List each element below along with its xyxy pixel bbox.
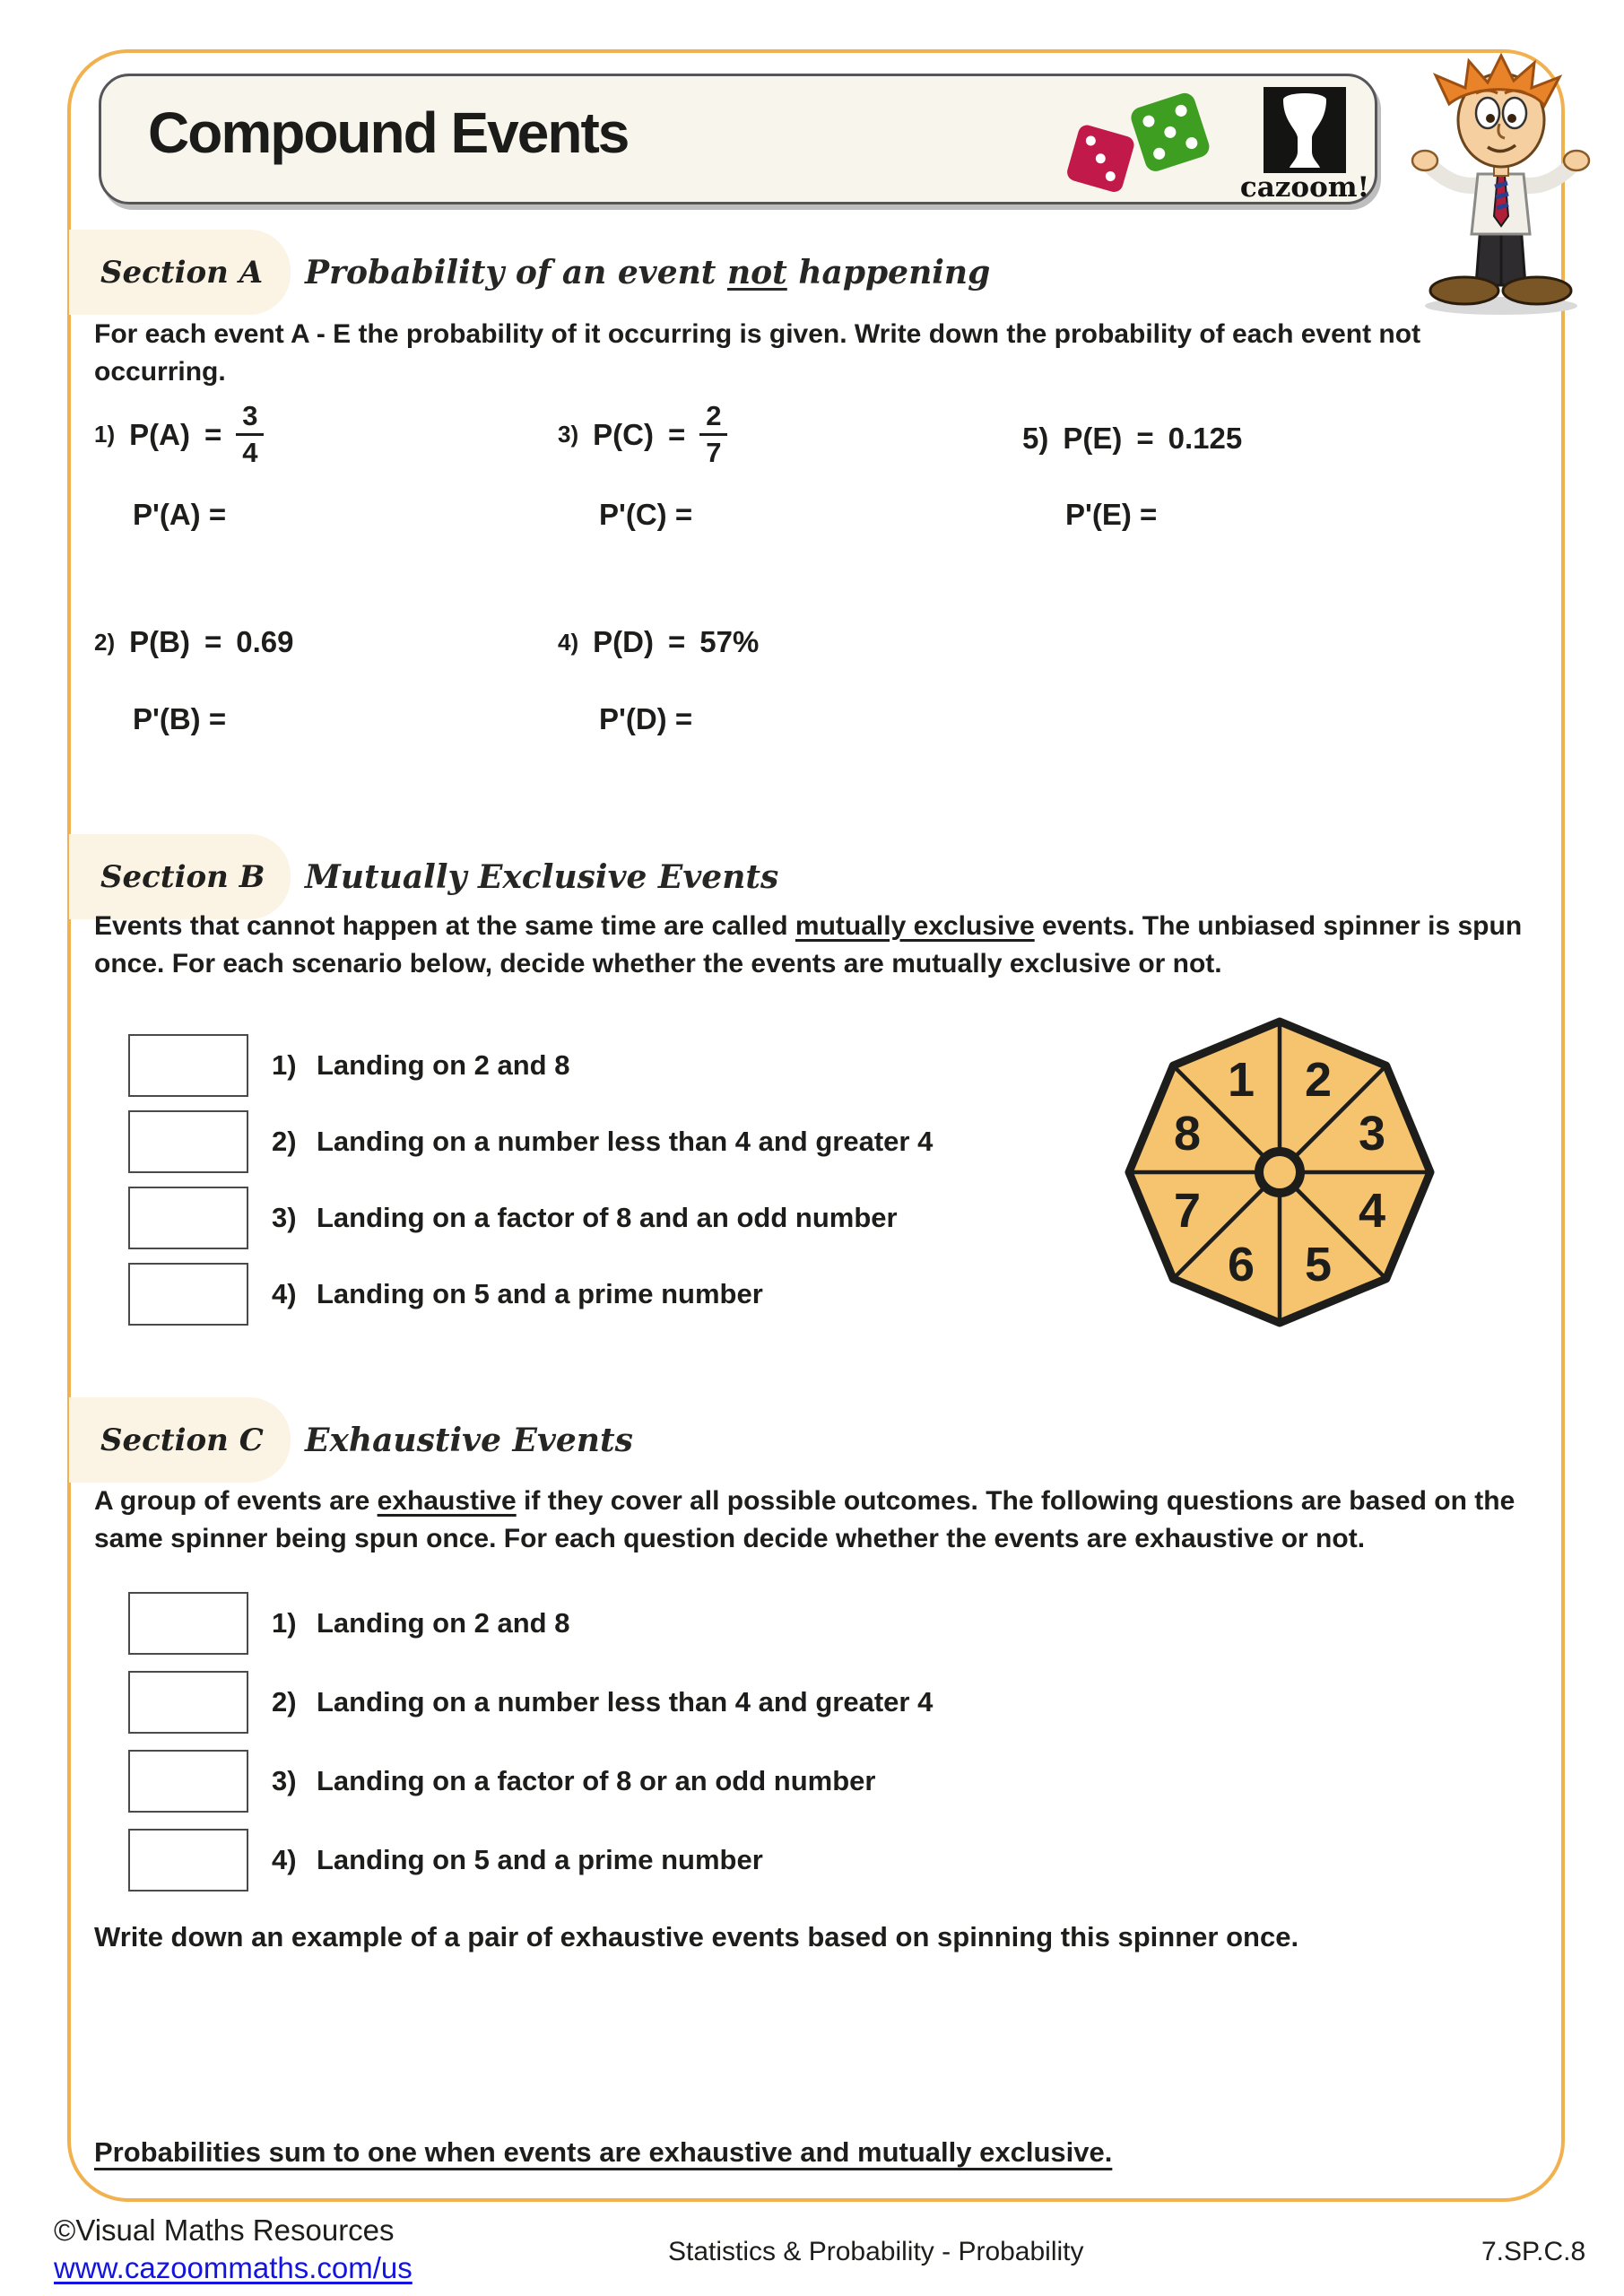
section-c-item-3 [128, 1750, 875, 1813]
item-number: 3) [272, 1765, 297, 1796]
problem-5-value: 0.125 [1168, 422, 1243, 455]
problem-4-value: 57% [699, 625, 760, 658]
problem-2-value: 0.69 [236, 625, 294, 658]
section-b-instructions [94, 908, 1529, 983]
item-number: 4) [272, 1844, 297, 1875]
section-b-title: Mutually Exclusive Events [305, 858, 779, 896]
item-text: Landing on a number less than 4 and greater 4 [317, 1686, 934, 1718]
item-number: 1) [272, 1607, 297, 1639]
spinner-sector-label: 6 [1227, 1238, 1255, 1292]
problem-1 [94, 401, 264, 468]
section-b-item-2 [128, 1110, 933, 1173]
section-b-instructions-pre: Events that cannot happen at the same time are called [94, 911, 795, 941]
problem-3 [558, 401, 727, 468]
item-text: Landing on 2 and 8 [317, 1049, 570, 1081]
problem-2-event: P(B) [129, 625, 190, 658]
section-a-title [305, 254, 990, 291]
section-b-item-1 [128, 1034, 569, 1097]
problem-4-answer-label: P'(D) = [599, 702, 693, 735]
problem-5 [1022, 422, 1242, 456]
key-fact-statement: Probabilities sum to one when events are exhaustive and mutually exclusive. [94, 2136, 1113, 2168]
problem-2-number: 2) [94, 628, 116, 656]
answer-box-b1[interactable] [128, 1034, 248, 1097]
spinner-sector-label: 8 [1173, 1107, 1202, 1161]
answer-box-c2[interactable] [128, 1671, 248, 1734]
problem-5-number: 5) [1022, 422, 1049, 455]
title-box [99, 74, 1377, 204]
section-c-item-2 [128, 1671, 933, 1734]
section-b-item-3 [128, 1187, 898, 1249]
spinner-sector-label: 5 [1304, 1238, 1333, 1292]
item-text: Landing on 5 and a prime number [317, 1844, 763, 1875]
section-a-title-underlined: not [726, 254, 787, 291]
fraction-denominator: 4 [242, 437, 258, 469]
problem-2-answer-label: P'(B) = [133, 702, 227, 735]
item-text: Landing on a number less than 4 and greater 4 [317, 1126, 934, 1157]
footer-standard-code: 7.SP.C.8 [1481, 2237, 1586, 2266]
spinner-sector-label: 4 [1358, 1184, 1386, 1238]
section-b-item-4 [128, 1263, 763, 1326]
section-c-item-4 [128, 1829, 763, 1892]
problem-4-event: P(D) [593, 625, 654, 658]
item-text: Landing on 5 and a prime number [317, 1278, 763, 1309]
problem-3-fraction [699, 401, 727, 468]
spinner-hub [1259, 1152, 1300, 1193]
section-c-instructions-post: if they cover all possible outcomes. The following questions are based on the same spinner being spun once. For each question decide whether the events are exhaustive or not. [94, 1486, 1515, 1553]
problem-5-answer-label: P'(E) = [1065, 498, 1158, 531]
spinner-sector-label: 1 [1227, 1053, 1255, 1107]
item-text: Landing on 2 and 8 [317, 1607, 570, 1639]
answer-box-b2[interactable] [128, 1110, 248, 1173]
answer-box-c4[interactable] [128, 1829, 248, 1892]
website-link[interactable]: www.cazoommaths.com/us [54, 2251, 413, 2284]
problem-1-event: P(A) [129, 417, 190, 451]
problem-3-answer-label: P'(C) = [599, 498, 693, 531]
section-c-instructions-pre: A group of events are [94, 1486, 378, 1516]
item-number: 4) [272, 1278, 297, 1309]
write-down-prompt: Write down an example of a pair of exhaustive events based on spinning this spinner once. [94, 1921, 1299, 1952]
footer-left [54, 2212, 413, 2287]
item-text: Landing on a factor of 8 and an odd number [317, 1202, 898, 1233]
problem-1-equals: = [204, 417, 222, 451]
section-b-instructions-underlined: mutually exclusive [795, 911, 1035, 941]
problem-4-number: 4) [558, 628, 579, 656]
problem-1-fraction [236, 401, 264, 468]
answer-box-c1[interactable] [128, 1592, 248, 1655]
problem-1-number: 1) [94, 421, 116, 448]
problem-5-equals: = [1136, 422, 1154, 455]
problem-3-number: 3) [558, 421, 579, 448]
dice-icon [1052, 83, 1231, 200]
page-title: Compound Events [148, 100, 629, 165]
item-number: 2) [272, 1686, 297, 1718]
problem-3-event: P(C) [593, 417, 654, 451]
item-text: Landing on a factor of 8 or an odd number [317, 1765, 876, 1796]
problem-3-equals: = [667, 417, 686, 451]
cartoon-mascot [1395, 50, 1606, 319]
section-c-instructions-underlined: exhaustive [377, 1486, 517, 1516]
problem-4 [558, 625, 759, 659]
spinner-sector-label: 3 [1358, 1107, 1386, 1161]
problem-2 [94, 625, 293, 659]
fraction-numerator: 3 [236, 401, 264, 436]
answer-box-c3[interactable] [128, 1750, 248, 1813]
cazoom-goblet-icon [1264, 87, 1346, 173]
problem-5-event: P(E) [1063, 422, 1123, 455]
problem-1-answer-label: P'(A) = [133, 498, 227, 531]
section-c-label: Section C [100, 1422, 264, 1458]
section-b-instructions-post: events. The unbiased spinner is spun once. For each scenario below, decide whether the events are mutually exclusive or not. [94, 911, 1523, 978]
item-number: 3) [272, 1202, 297, 1233]
answer-box-b4[interactable] [128, 1263, 248, 1326]
copyright-text: ©Visual Maths Resources [54, 2213, 395, 2247]
section-c-title: Exhaustive Events [305, 1422, 633, 1459]
fraction-denominator: 7 [706, 437, 722, 469]
spinner-octagon [1123, 1015, 1437, 1329]
item-number: 2) [272, 1126, 297, 1157]
section-a-title-post: happening [786, 254, 991, 291]
fraction-numerator: 2 [699, 401, 727, 436]
section-a-label: Section A [100, 255, 264, 291]
footer-topic: Statistics & Probability - Probability [668, 2237, 1084, 2266]
item-number: 1) [272, 1049, 297, 1081]
cazoom-brand-text: cazoom! [1239, 171, 1370, 204]
answer-box-b3[interactable] [128, 1187, 248, 1249]
problem-4-equals: = [667, 625, 686, 658]
problem-2-equals: = [204, 625, 222, 658]
cazoom-logo [1233, 87, 1376, 204]
section-c-instructions [94, 1483, 1529, 1558]
spinner-sector-label: 2 [1304, 1053, 1333, 1107]
section-b-label: Section B [100, 859, 265, 895]
section-a-instructions: For each event A - E the probability of it occurring is given. Write down the probability of each event not occurring. [94, 319, 1421, 387]
section-a-title-pre: Probability of an event [305, 254, 727, 291]
spinner-sector-label: 7 [1173, 1184, 1202, 1238]
section-c-item-1 [128, 1592, 569, 1655]
